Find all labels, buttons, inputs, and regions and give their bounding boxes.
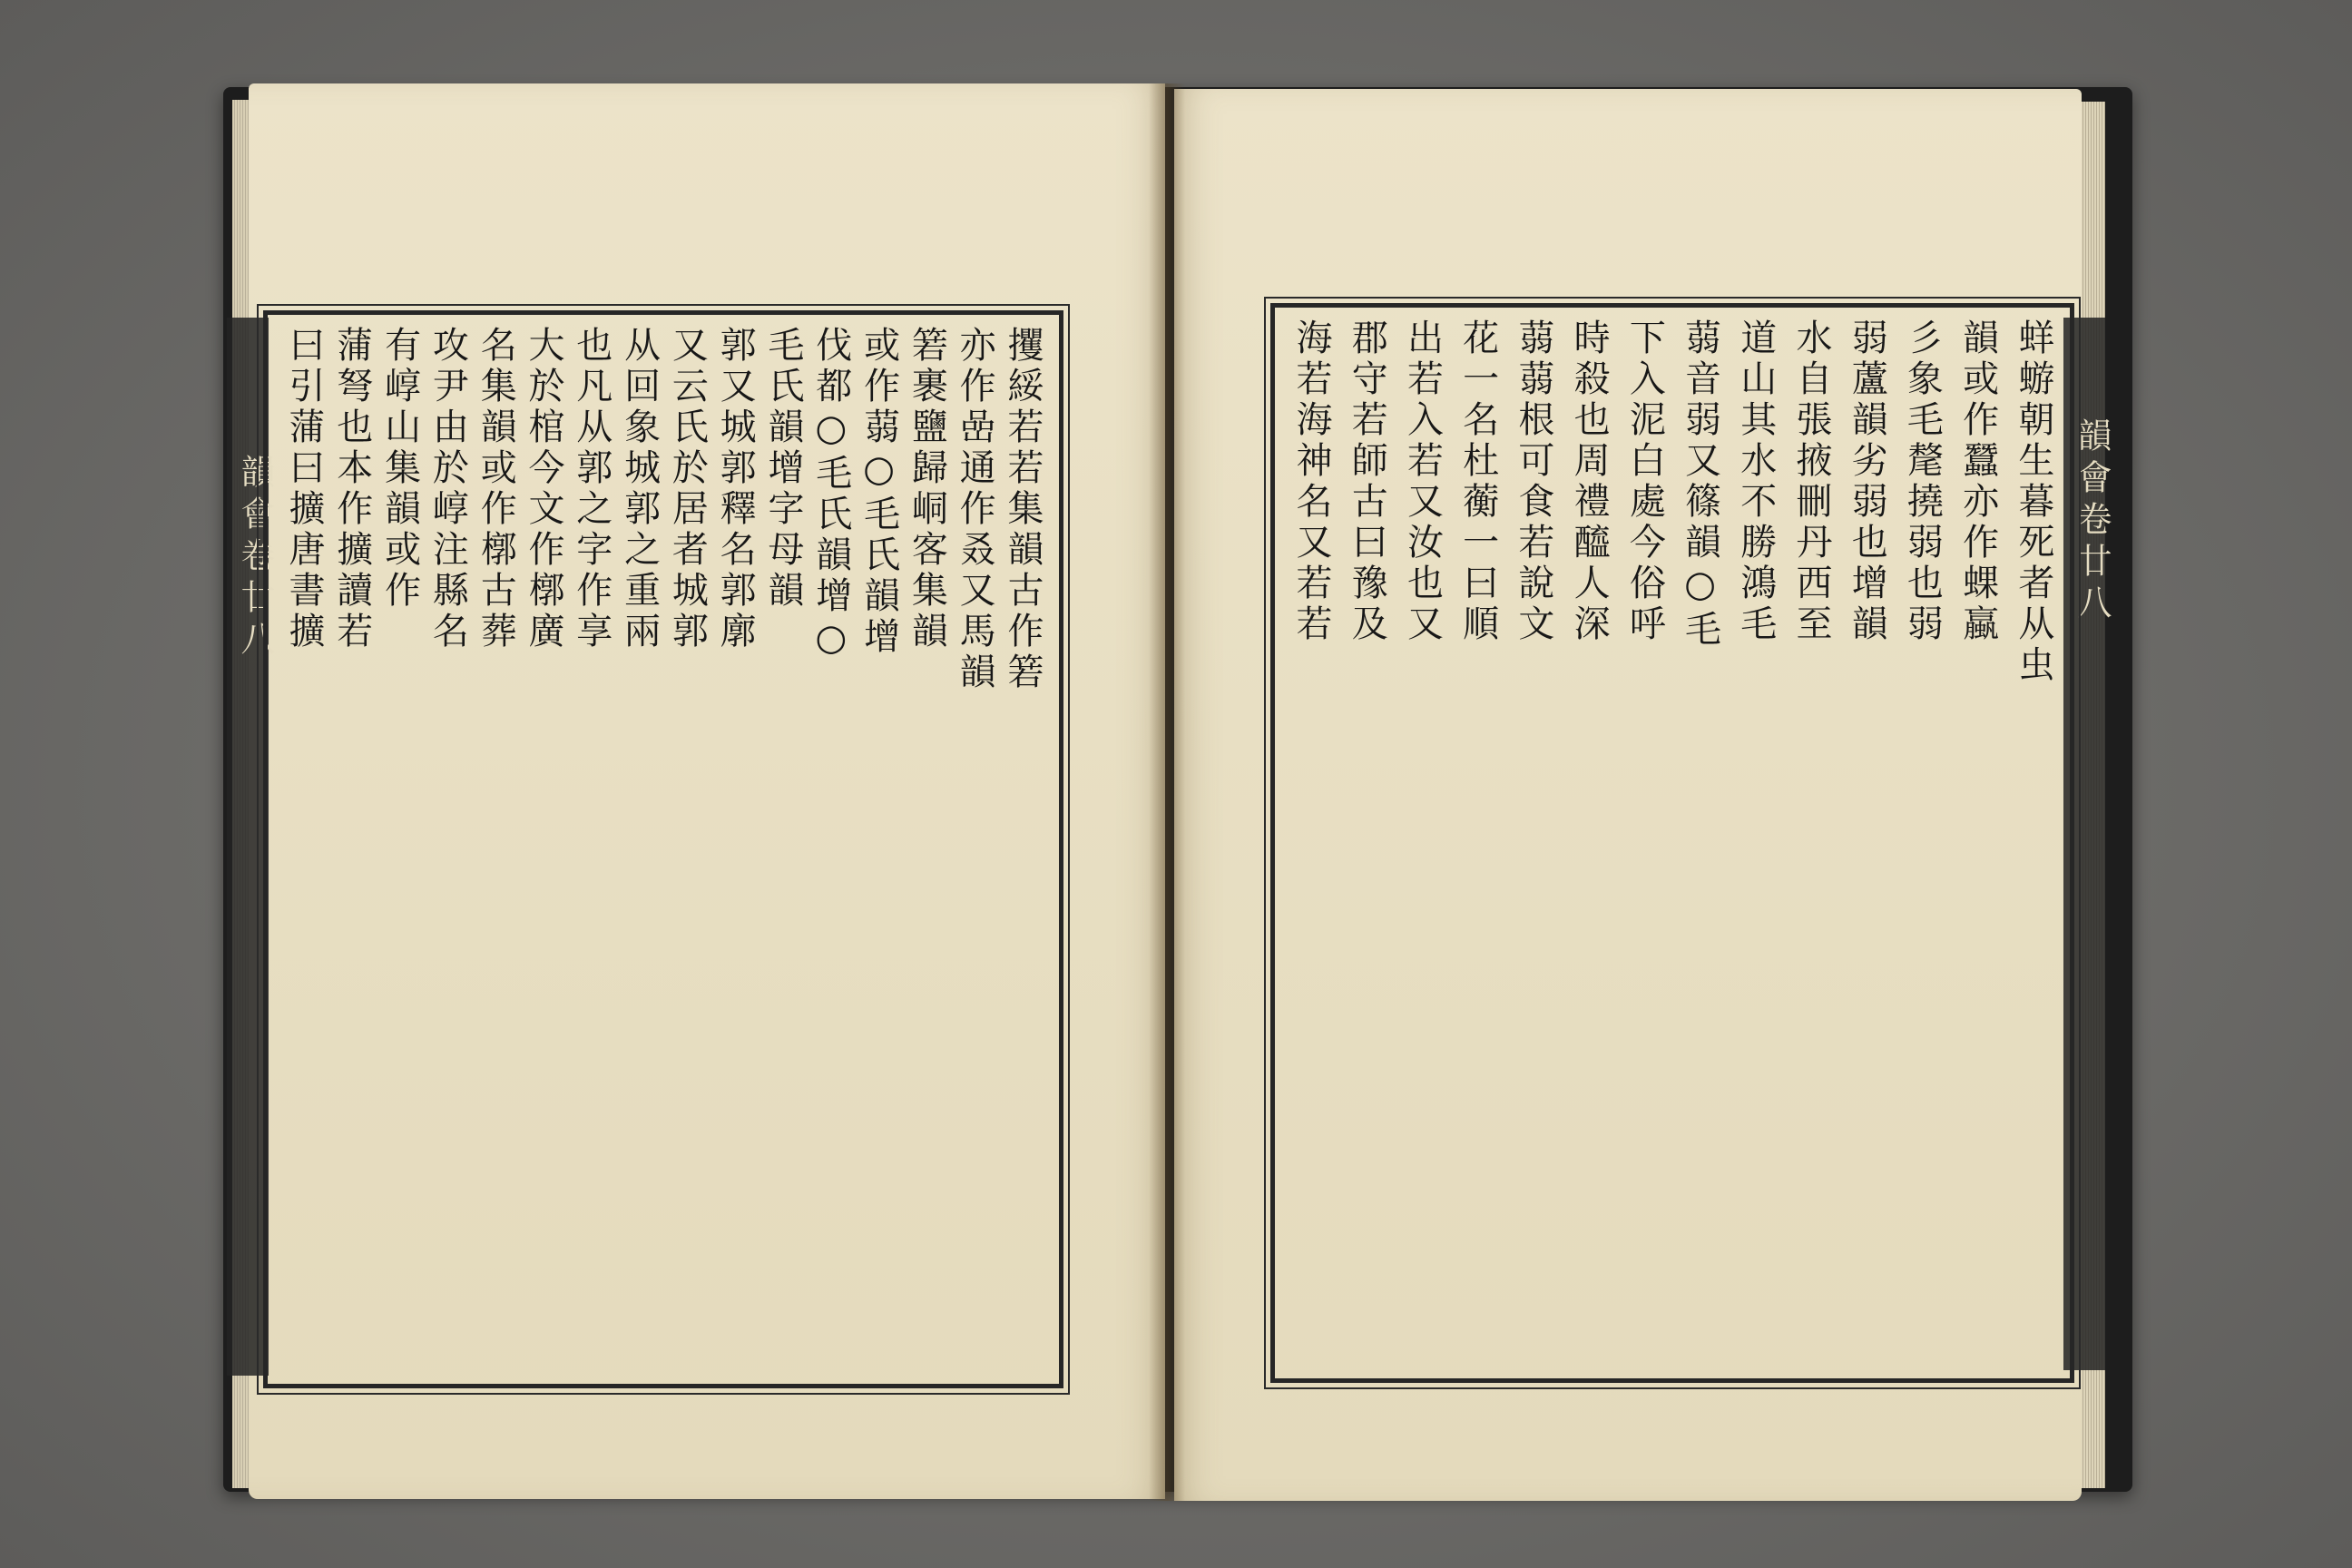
right-column: 蛘蝣朝生暮死者从虫 <box>2012 318 2054 686</box>
right-column: 時殺也周禮醯人深 <box>1568 318 1611 645</box>
right-column: 下入泥白處今俗呼 <box>1623 318 1666 645</box>
left-column: 伐都○毛氏韻增○ <box>809 326 852 663</box>
left-column: 大於棺今文作槨廣 <box>522 326 564 652</box>
right-column: 蒻音弱又篠韻○毛 <box>1679 318 1721 651</box>
left-column: 又云氏於居者城郭 <box>666 326 709 652</box>
right-column: 弱蘆韻劣弱也增韻 <box>1846 318 1888 645</box>
left-text-frame <box>263 310 1063 1388</box>
right-column: 花一名杜蘅一曰順 <box>1456 318 1499 645</box>
left-folio: 韻會卷廿八 <box>235 454 275 662</box>
right-column: 郡守若師古曰豫及 <box>1346 318 1388 645</box>
left-column: 名集韻或作槨古葬 <box>475 326 517 652</box>
right-folio: 韻會卷廿八 <box>2072 417 2112 626</box>
right-column: 蒻蒻根可食若說文 <box>1512 318 1554 645</box>
left-column: 蒲弩也本作擴讀若 <box>330 326 373 652</box>
left-column: 攻尹由於崞注縣名 <box>426 326 469 652</box>
left-column: 箬裹鹽歸峒客集韻 <box>906 326 948 652</box>
right-column: 韻或作蠶亦作蜾蠃 <box>1956 318 1999 645</box>
left-column: 有崞山集韻或作 <box>378 326 421 612</box>
left-column: 也凡从郭之字作享 <box>570 326 612 652</box>
left-column: 从回象城郭之重兩 <box>618 326 661 652</box>
right-column: 出若入若又汝也又 <box>1401 318 1444 645</box>
right-column: 道山其水不勝鴻毛 <box>1734 318 1777 645</box>
book-gutter <box>1149 83 1185 1501</box>
right-column: 彡象毛氂撓弱也弱 <box>1901 318 1944 645</box>
right-column: 海若海神名又若若 <box>1290 318 1332 645</box>
left-column: 毛氏韻增字母韻 <box>761 326 804 612</box>
left-column: 攫綏若若集韻古作箬 <box>1001 326 1044 693</box>
right-text-frame <box>1270 303 2074 1383</box>
left-column: 或作蒻○毛氏韻增 <box>858 326 900 658</box>
left-columns <box>280 326 1046 1373</box>
left-column: 郭又城郭釋名郭廓 <box>714 326 757 652</box>
left-column: 曰引蒲曰擴唐書擴 <box>283 326 325 652</box>
right-columns <box>1288 318 2057 1367</box>
right-column: 水自張掖刪丹西至 <box>1789 318 1832 645</box>
left-column: 亦作嵒通作叒又馬韻 <box>954 326 996 693</box>
